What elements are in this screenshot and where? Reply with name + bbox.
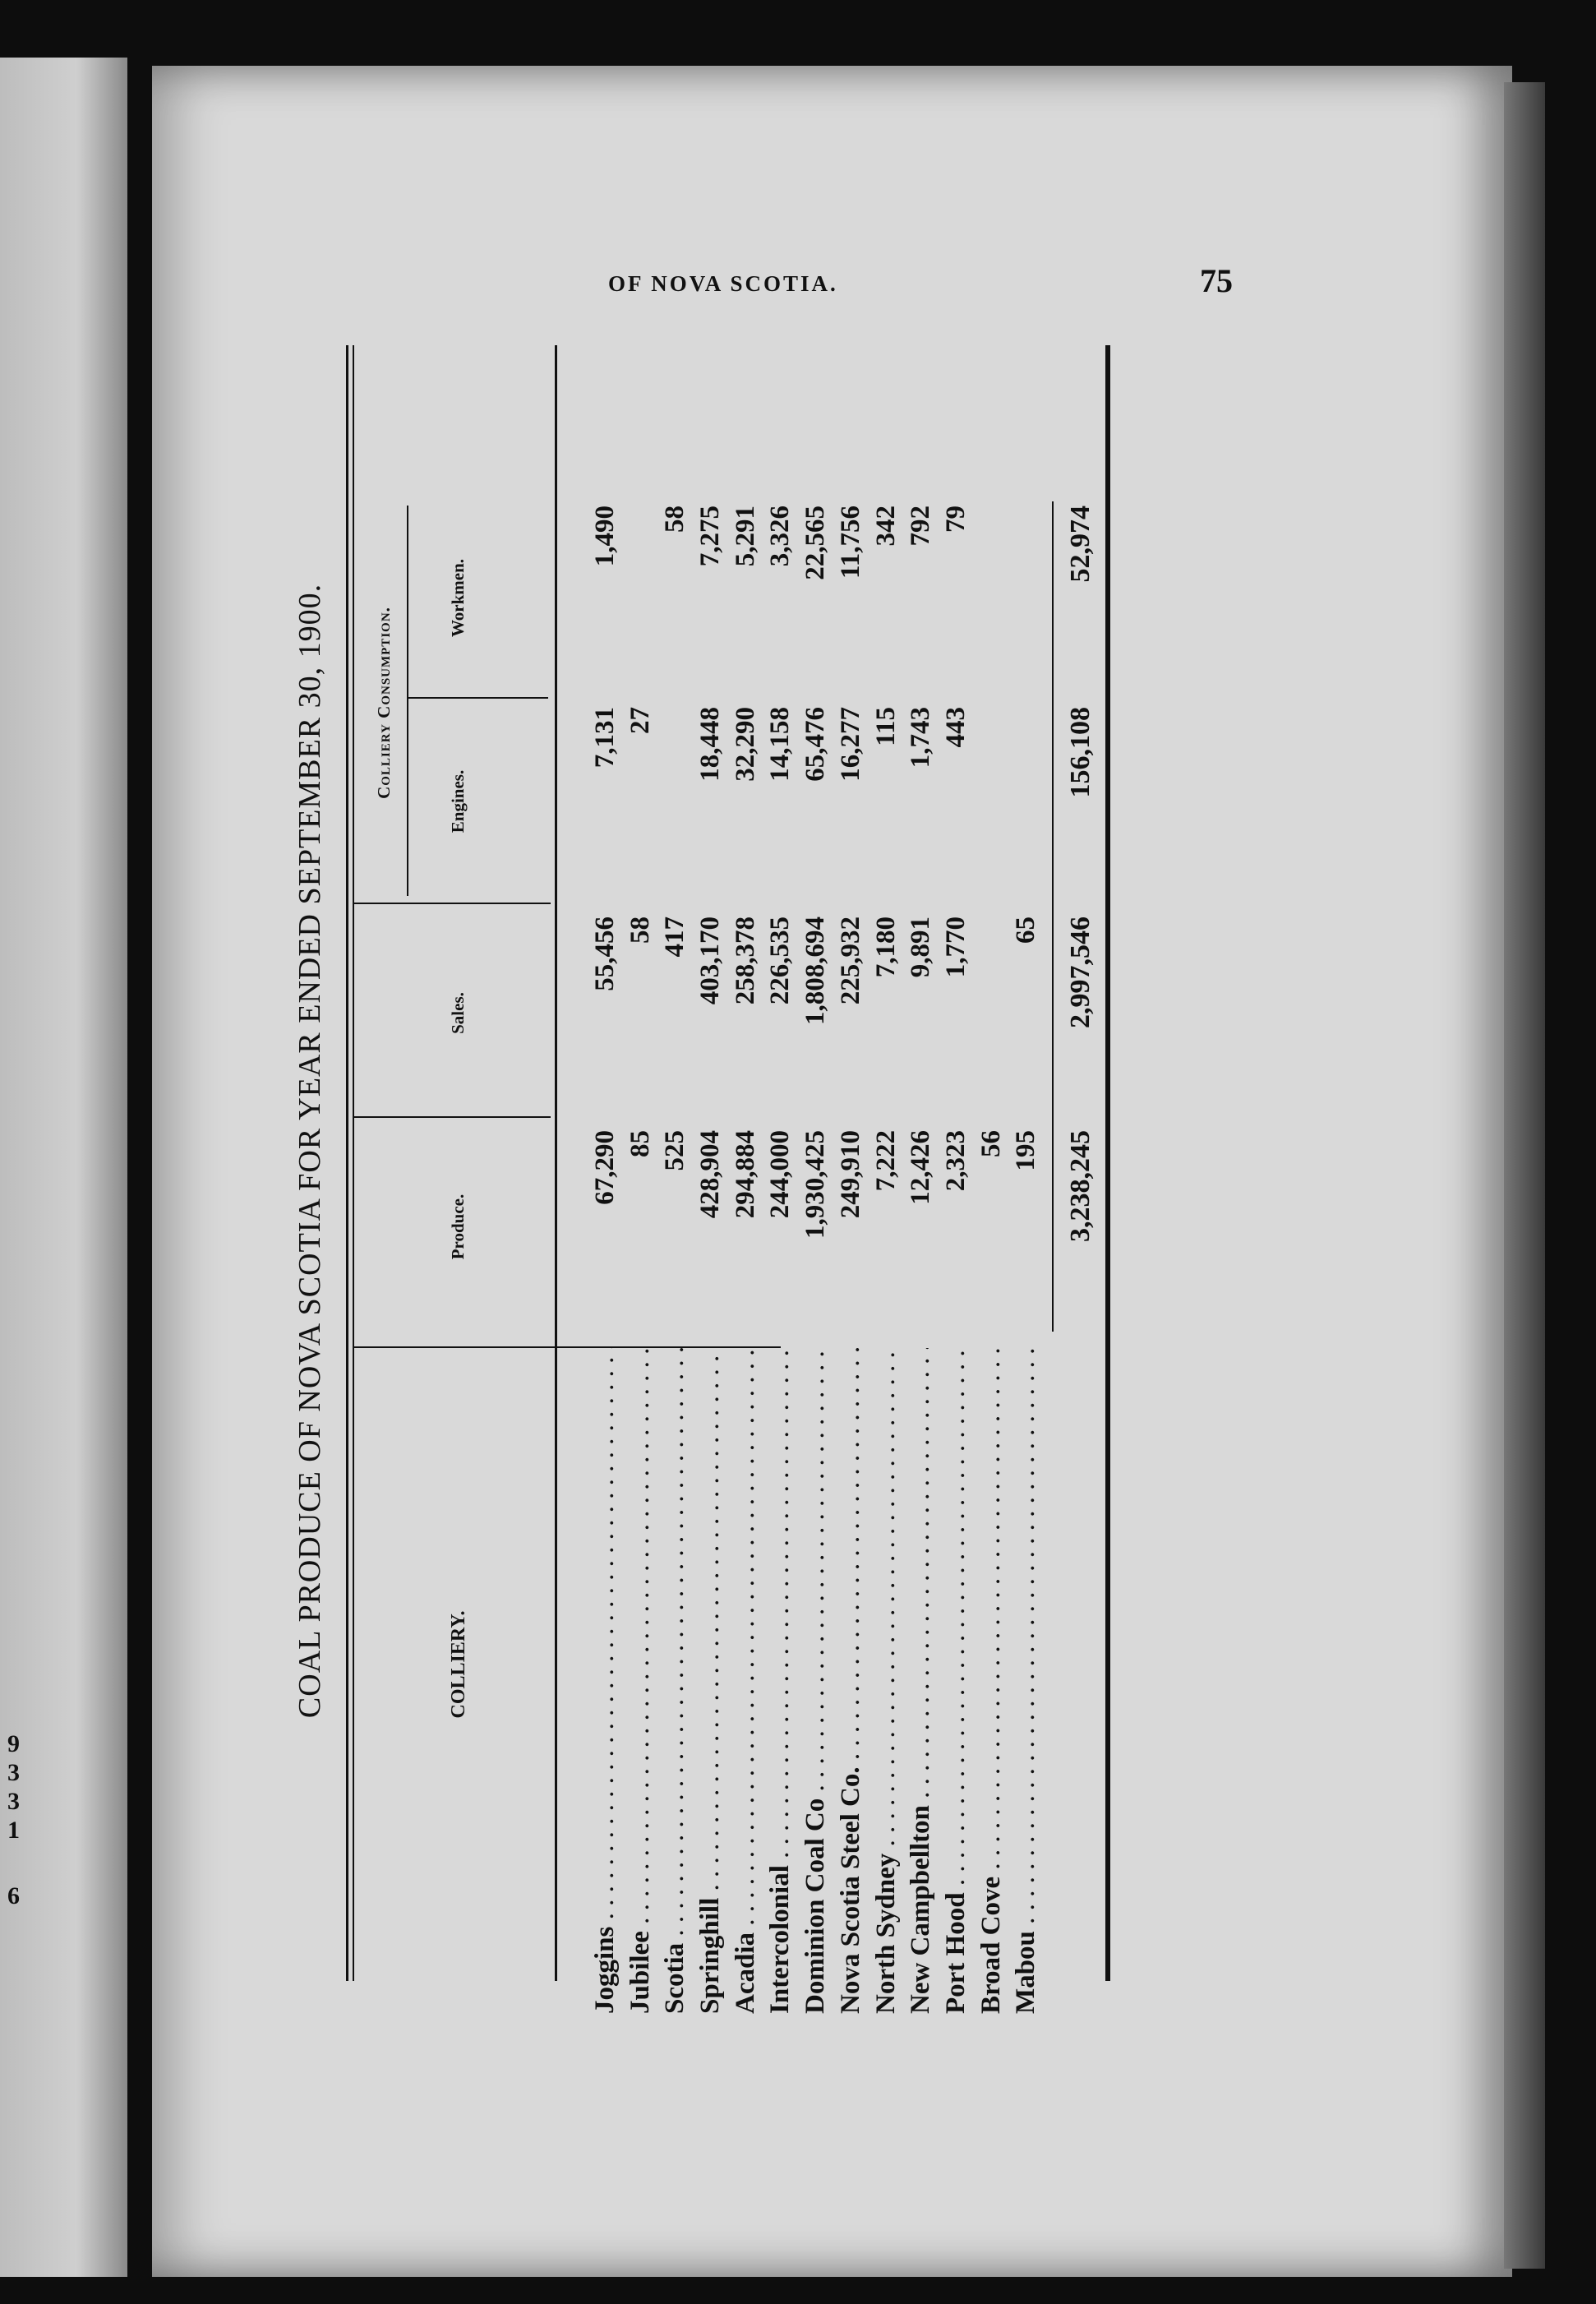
sales-value: 58 [625,917,655,944]
engines-divider [408,697,548,699]
top-rule [346,345,348,1981]
table-row [623,329,658,2014]
sales-value: 258,378 [730,917,760,1005]
sales-value: 7,180 [870,917,901,978]
produce-value: 85 [625,1130,655,1157]
workmen-value: 792 [906,506,936,547]
sales-value: 225,932 [835,917,865,1005]
header-sales: Sales. [448,992,468,1034]
total-produce: 3,238,245 [1065,1130,1096,1242]
engines-value: 115 [870,707,901,746]
engines-value: 27 [625,707,655,734]
engines-value: 443 [940,707,971,748]
workmen-value: 1,490 [590,506,620,567]
produce-divider [353,1116,551,1118]
header-colliery: COLLIERY. [448,1610,469,1719]
header-consumption: Colliery Consumption. [374,607,394,799]
table-row [1008,329,1044,2014]
produce-value: 7,222 [870,1130,901,1192]
colliery-name: Springhill . . . [693,1348,728,2014]
engines-value: 7,131 [590,707,620,769]
table-row [728,329,763,2014]
left-page-edge [0,58,127,2277]
table-row [903,329,939,2014]
produce-value: 428,904 [695,1130,726,1219]
table-row [833,329,869,2014]
left-page-digit: 6 [7,1882,20,1909]
table-row [939,329,974,2014]
sales-value: 65 [1011,917,1041,944]
sales-value: 403,170 [695,917,726,1005]
table-title: COAL PRODUCE OF NOVA SCOTIA FOR YEAR ENDED SEPTEMBER 30, 1900. [293,583,327,1719]
workmen-value: 11,756 [835,506,865,579]
sales-value: 55,456 [590,917,620,991]
colliery-name: Intercolonial . . . [763,1348,798,2014]
colliery-name: Mabou . . . [1008,1348,1044,2014]
engines-value: 65,476 [800,707,831,782]
produce-value: 195 [1011,1130,1041,1171]
produce-value: 56 [976,1130,1006,1157]
total-workmen: 52,974 [1065,506,1096,583]
table-row [588,329,623,2014]
workmen-value: 342 [870,506,901,547]
totals-row [1060,329,1101,2014]
produce-value: 67,290 [590,1130,620,1205]
table-body [588,329,1044,2014]
engines-value: 32,290 [730,707,760,782]
colliery-name: Broad Cove . . . [974,1348,1009,2014]
produce-value: 2,323 [940,1130,971,1192]
left-page-digit: 3 [7,1788,20,1815]
sales-value: 1,770 [940,917,971,978]
produce-value: 12,426 [906,1130,936,1205]
engines-value: 14,158 [765,707,796,782]
sales-divider [353,903,551,904]
table-row [798,329,833,2014]
table-row [974,329,1009,2014]
header-workmen: Workmen. [448,558,468,638]
produce-value: 1,930,425 [800,1130,831,1239]
colliery-name: Jubilee . . . [623,1348,658,2014]
table-row [693,329,728,2014]
colliery-name: Nova Scotia Steel Co. . . . [833,1348,869,2014]
total-engines: 156,108 [1065,707,1096,798]
totals-rule [1052,501,1054,1332]
header-rule [555,345,557,1981]
produce-value: 525 [660,1130,690,1171]
engines-value: 18,448 [695,707,726,782]
header-engines: Engines. [448,769,468,833]
colliery-name: Joggins . . . [588,1348,623,2014]
total-sales: 2,997,546 [1065,917,1096,1028]
workmen-value: 5,291 [730,506,760,567]
top-rule-thin [353,345,354,1981]
workmen-value: 58 [660,506,690,533]
rotated-table [275,329,1179,2014]
produce-value: 294,884 [730,1130,760,1219]
left-page-digit: 3 [7,1759,20,1786]
table-row [763,329,798,2014]
left-page-digit: 1 [7,1817,20,1844]
workmen-value: 3,326 [765,506,796,567]
colliery-name: New Campbellton . . . [903,1348,939,2014]
workmen-value: 22,565 [800,506,831,580]
produce-value: 244,000 [765,1130,796,1219]
produce-value: 249,910 [835,1130,865,1219]
sales-value: 9,891 [906,917,936,978]
consumption-underline [407,506,408,896]
page-number: 75 [1200,262,1233,299]
workmen-value: 79 [940,506,971,533]
page-right-edge [1504,82,1545,2269]
workmen-value: 7,275 [695,506,726,567]
colliery-name: Scotia . . . [657,1348,693,2014]
sales-value: 417 [660,917,690,958]
bottom-rule [1105,345,1110,1981]
engines-value: 1,743 [906,707,936,769]
engines-value: 16,277 [835,707,865,782]
running-head: OF NOVA SCOTIA. [608,271,838,296]
colliery-name: North Sydney . . . [869,1348,904,2014]
colliery-name: Port Hood . . . [939,1348,974,2014]
colliery-name: Dominion Coal Co . . . [798,1348,833,2014]
header-produce: Produce. [448,1194,468,1260]
colliery-name: Acadia . . . [728,1348,763,2014]
sales-value: 1,808,694 [800,917,831,1025]
sales-value: 226,535 [765,917,796,1005]
table-row [657,329,693,2014]
table-row [869,329,904,2014]
left-page-digit: 9 [7,1730,20,1757]
